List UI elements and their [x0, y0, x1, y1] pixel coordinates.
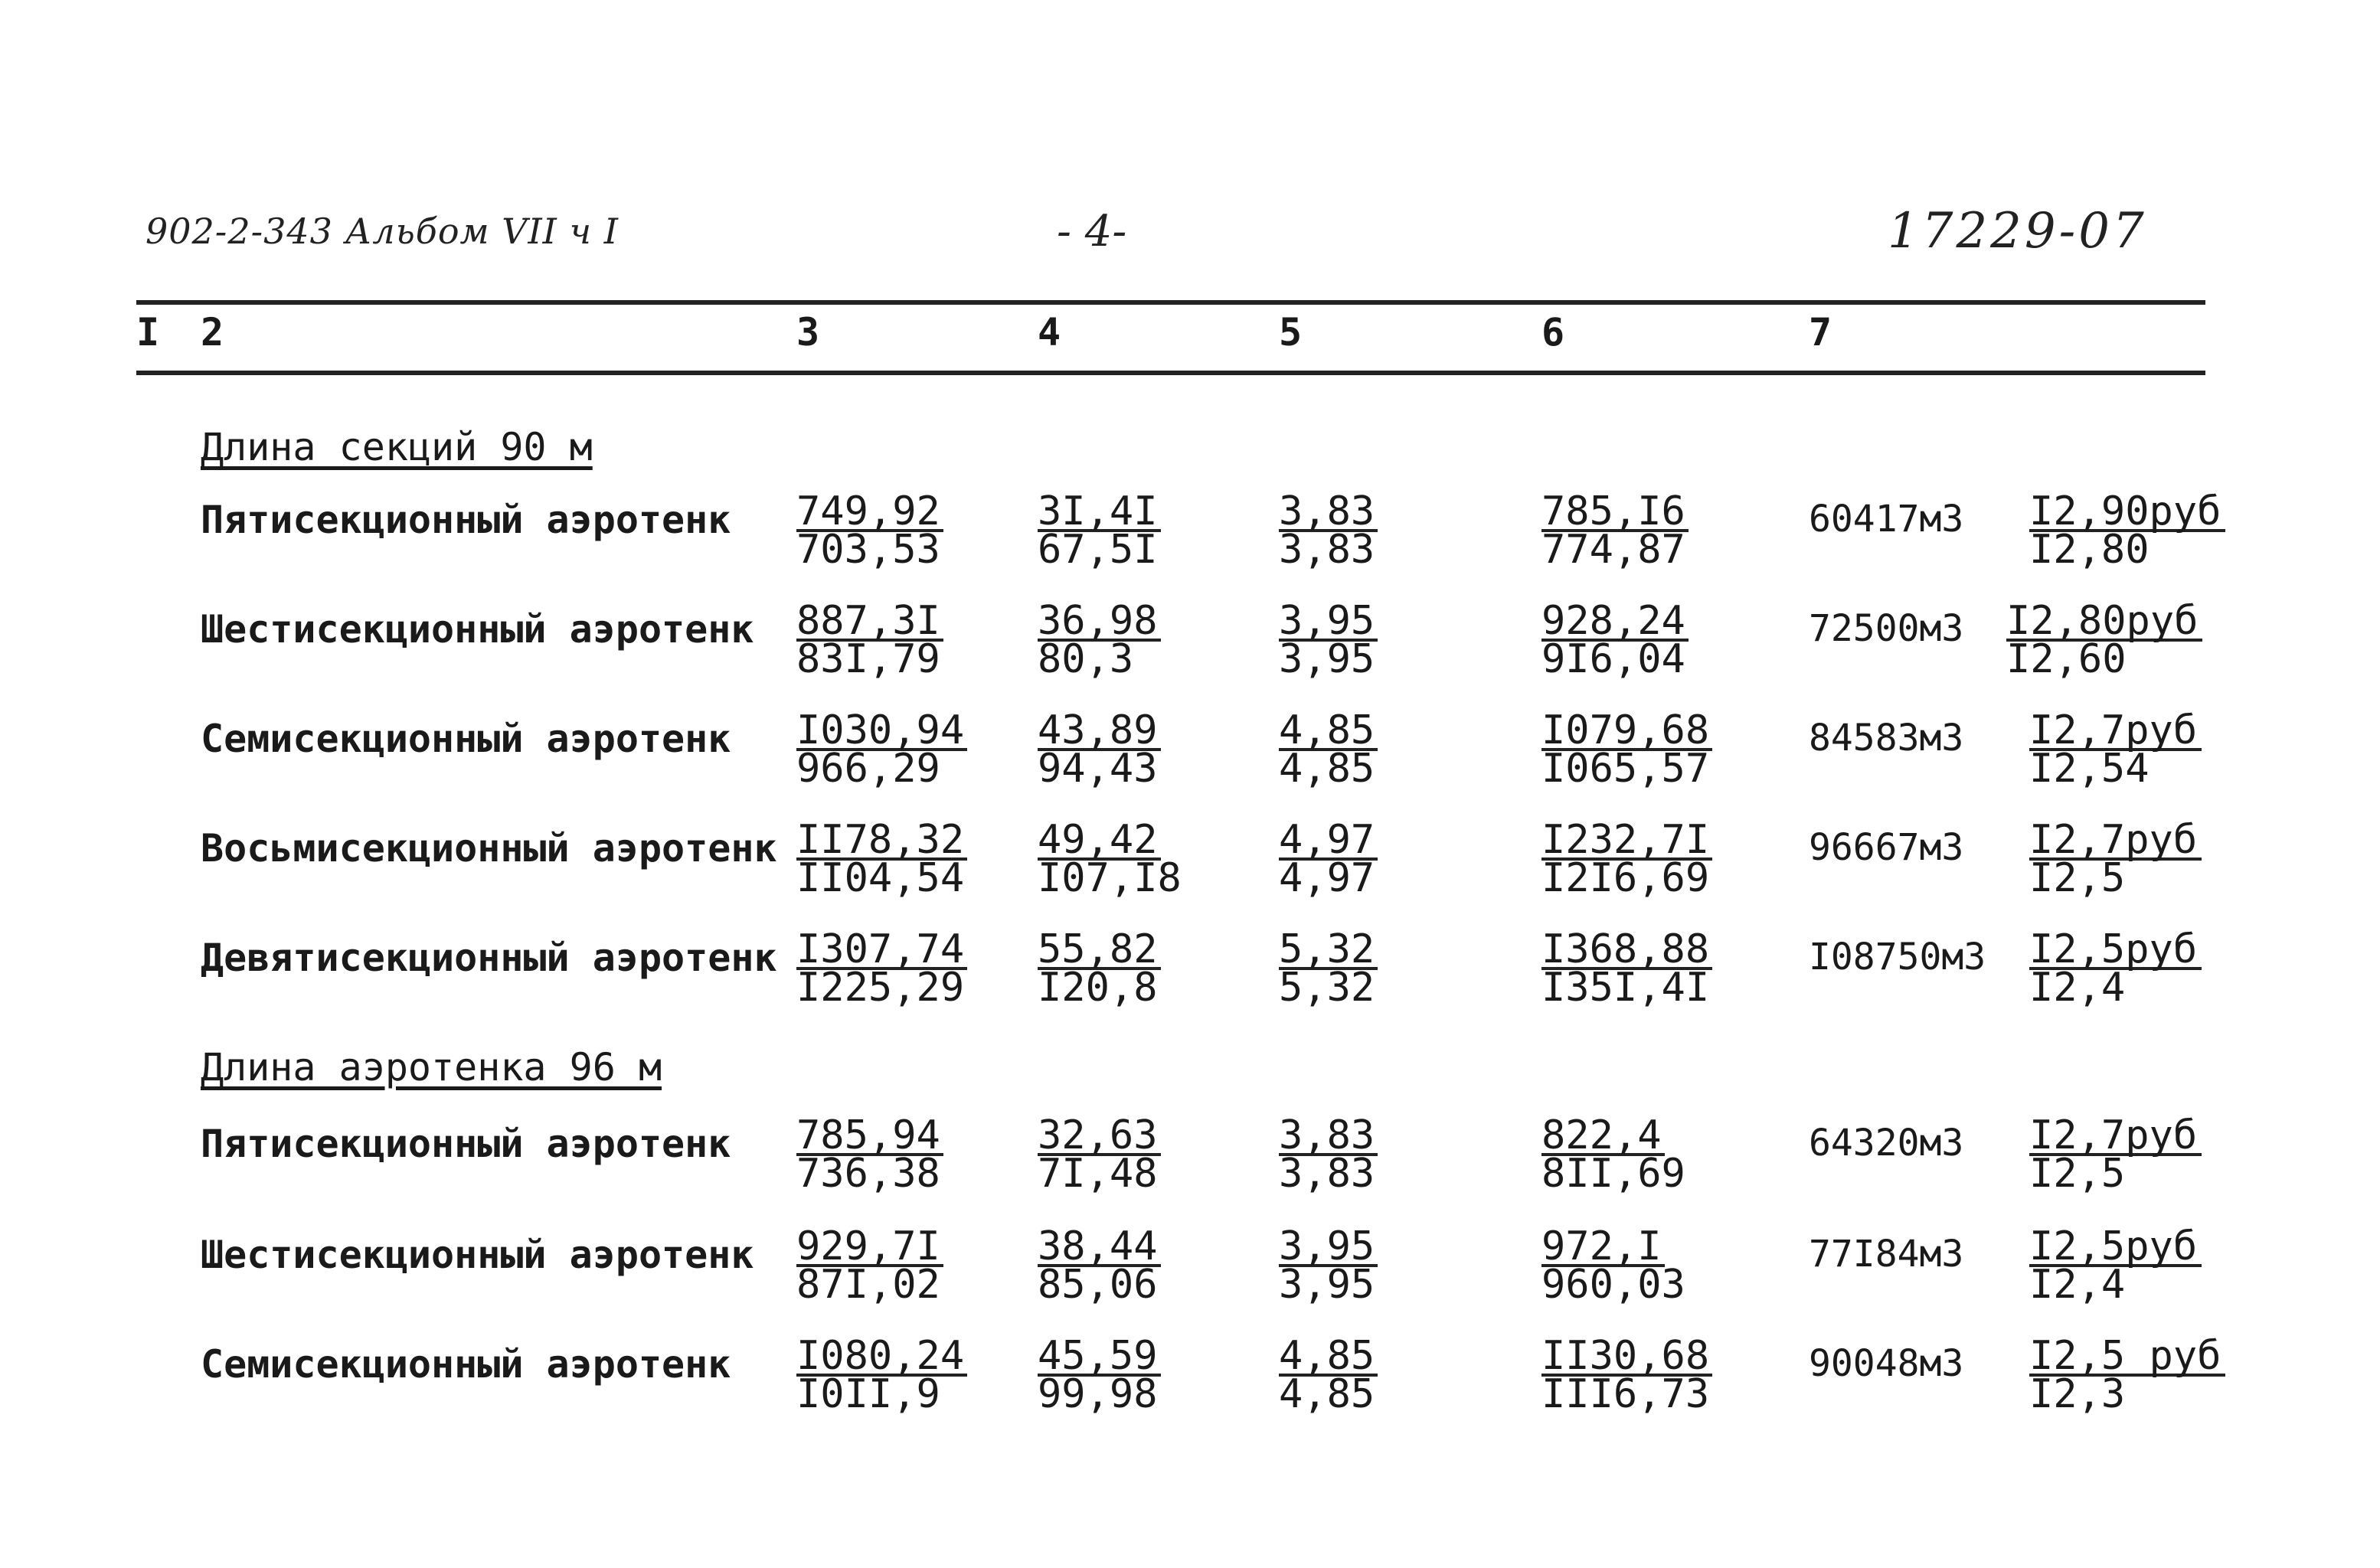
column-number-2: 2 [201, 310, 224, 354]
fraction-denominator: 8II,69 [1541, 1151, 1685, 1197]
fraction-denominator: I35I,4I [1541, 965, 1710, 1011]
volume-value: 60417м3 [1809, 498, 1964, 541]
price-cell [2029, 707, 2202, 792]
fraction-cell [1279, 1112, 1378, 1197]
fraction-cell [1038, 1223, 1161, 1308]
price-denominator: I2,3 [2029, 1371, 2126, 1417]
document-number: 17229-07 [1888, 203, 2147, 260]
row-label: Пятисекционный аэротенк [201, 1122, 731, 1166]
column-number-5: 5 [1279, 310, 1303, 354]
fraction-cell [796, 1333, 967, 1417]
price-cell [2029, 1223, 2202, 1308]
fraction-numerator: 3,95 [1279, 603, 1378, 642]
price-numerator: I2,5руб [2029, 1229, 2202, 1267]
fraction-denominator: 87I,02 [796, 1262, 940, 1308]
fraction-denominator: 4,97 [1279, 855, 1375, 901]
document-code: 902-2-343 Альбом VII ч I [145, 211, 619, 252]
fraction-cell [796, 1112, 943, 1197]
fraction-cell [1541, 926, 1712, 1011]
fraction-cell [1541, 1333, 1712, 1417]
fraction-cell [1279, 926, 1378, 1011]
fraction-denominator: II04,54 [796, 855, 965, 901]
fraction-denominator: 7I,48 [1038, 1151, 1158, 1197]
fraction-cell [1279, 1223, 1378, 1308]
fraction-cell [1541, 598, 1689, 682]
fraction-numerator: I030,94 [796, 713, 967, 751]
page-number: - 4- [1057, 207, 1127, 256]
price-cell [2029, 1333, 2225, 1417]
fraction-cell [1038, 926, 1161, 1011]
fraction-cell [1038, 598, 1161, 682]
fraction-numerator: 4,85 [1279, 1338, 1378, 1377]
fraction-denominator: I065,57 [1541, 746, 1710, 792]
fraction-numerator: 887,3I [796, 603, 943, 642]
fraction-numerator: I079,68 [1541, 713, 1712, 751]
fraction-cell [1038, 707, 1161, 792]
fraction-cell [1279, 707, 1378, 792]
fraction-numerator: 3,95 [1279, 1229, 1378, 1267]
price-cell [2029, 1112, 2202, 1197]
price-denominator: I2,60 [2006, 636, 2127, 682]
column-number-3: 3 [796, 310, 820, 354]
fraction-cell [1541, 707, 1712, 792]
price-cell [2006, 598, 2202, 682]
fraction-denominator: 3,95 [1279, 1262, 1375, 1308]
fraction-denominator: 83I,79 [796, 636, 940, 682]
fraction-denominator: III6,73 [1541, 1371, 1710, 1417]
fraction-denominator: 736,38 [796, 1151, 940, 1197]
fraction-denominator: 966,29 [796, 746, 940, 792]
fraction-cell [1038, 488, 1161, 573]
column-number-4: 4 [1038, 310, 1061, 354]
volume-value: 90048м3 [1809, 1342, 1964, 1385]
fraction-cell [1038, 1333, 1161, 1417]
top-rule [136, 300, 2205, 305]
fraction-numerator: 929,7I [796, 1229, 943, 1267]
fraction-cell [796, 707, 967, 792]
fraction-denominator: 3,95 [1279, 636, 1375, 682]
price-numerator: I2,5 руб [2029, 1338, 2225, 1377]
fraction-numerator: 3,83 [1279, 494, 1378, 532]
fraction-numerator: 785,94 [796, 1118, 943, 1156]
fraction-cell [1279, 1333, 1378, 1417]
row-label: Шестисекционный аэротенк [201, 607, 754, 652]
fraction-numerator: I307,74 [796, 932, 967, 970]
fraction-cell [796, 598, 943, 682]
volume-value: 84583м3 [1809, 717, 1964, 760]
fraction-cell [1541, 817, 1712, 901]
column-number-6: 6 [1541, 310, 1565, 354]
price-numerator: I2,7руб [2029, 1118, 2202, 1156]
price-numerator: I2,7руб [2029, 713, 2202, 751]
fraction-cell [1541, 488, 1689, 573]
fraction-cell [1541, 1223, 1685, 1308]
fraction-numerator: 3,83 [1279, 1118, 1378, 1156]
fraction-numerator: I232,7I [1541, 822, 1712, 861]
fraction-denominator: I0II,9 [796, 1371, 940, 1417]
fraction-numerator: 4,97 [1279, 822, 1378, 861]
fraction-numerator: 822,4 [1541, 1118, 1665, 1156]
fraction-numerator: 55,82 [1038, 932, 1161, 970]
section-title: Длина аэротенка 96 м [201, 1045, 662, 1089]
fraction-numerator: 928,24 [1541, 603, 1689, 642]
fraction-denominator: 99,98 [1038, 1371, 1158, 1417]
fraction-denominator: 9I6,04 [1541, 636, 1685, 682]
price-denominator: I2,5 [2029, 1151, 2126, 1197]
volume-value: 77I84м3 [1809, 1233, 1964, 1276]
price-numerator: I2,90руб [2029, 494, 2225, 532]
row-label: Семисекционный аэротенк [201, 717, 731, 761]
fraction-cell [1541, 1112, 1685, 1197]
price-cell [2029, 926, 2202, 1011]
column-number-1: I [136, 310, 160, 354]
fraction-numerator: 785,I6 [1541, 494, 1689, 532]
price-denominator: I2,5 [2029, 855, 2126, 901]
fraction-numerator: II78,32 [796, 822, 967, 861]
fraction-denominator: 80,3 [1038, 636, 1134, 682]
fraction-denominator: 960,03 [1541, 1262, 1685, 1308]
volume-value: 64320м3 [1809, 1122, 1964, 1165]
fraction-numerator: I080,24 [796, 1338, 967, 1377]
fraction-numerator: 3I,4I [1038, 494, 1161, 532]
fraction-numerator: 49,42 [1038, 822, 1161, 861]
row-label: Пятисекционный аэротенк [201, 498, 731, 542]
fraction-denominator: 4,85 [1279, 1371, 1375, 1417]
price-numerator: I2,80руб [2006, 603, 2202, 642]
fraction-cell [796, 1223, 943, 1308]
volume-value: 72500м3 [1809, 607, 1964, 650]
fraction-denominator: 3,83 [1279, 527, 1375, 573]
price-numerator: I2,5руб [2029, 932, 2202, 970]
fraction-denominator: 774,87 [1541, 527, 1685, 573]
fraction-denominator: 5,32 [1279, 965, 1375, 1011]
fraction-cell [1038, 1112, 1161, 1197]
fraction-denominator: I2I6,69 [1541, 855, 1710, 901]
row-label: Шестисекционный аэротенк [201, 1233, 754, 1277]
volume-value: 96667м3 [1809, 826, 1964, 869]
fraction-numerator: 45,59 [1038, 1338, 1161, 1377]
fraction-cell [796, 817, 967, 901]
price-numerator: I2,7руб [2029, 822, 2202, 861]
column-number-7: 7 [1809, 310, 1832, 354]
fraction-numerator: 32,63 [1038, 1118, 1161, 1156]
fraction-numerator: 43,89 [1038, 713, 1161, 751]
fraction-cell [796, 488, 943, 573]
price-denominator: I2,4 [2029, 1262, 2126, 1308]
header-rule [136, 371, 2205, 375]
price-denominator: I2,4 [2029, 965, 2126, 1011]
price-denominator: I2,54 [2029, 746, 2150, 792]
fraction-numerator: 36,98 [1038, 603, 1161, 642]
fraction-denominator: I20,8 [1038, 965, 1158, 1011]
fraction-cell [1279, 598, 1378, 682]
fraction-numerator: 4,85 [1279, 713, 1378, 751]
fraction-cell [1279, 817, 1378, 901]
fraction-cell [1279, 488, 1378, 573]
fraction-denominator: 94,43 [1038, 746, 1158, 792]
fraction-denominator: 3,83 [1279, 1151, 1375, 1197]
price-cell [2029, 488, 2225, 573]
fraction-denominator: I225,29 [796, 965, 965, 1011]
fraction-denominator: 85,06 [1038, 1262, 1158, 1308]
fraction-numerator: 38,44 [1038, 1229, 1161, 1267]
fraction-denominator: 703,53 [796, 527, 940, 573]
price-cell [2029, 817, 2202, 901]
fraction-denominator: 4,85 [1279, 746, 1375, 792]
fraction-numerator: I368,88 [1541, 932, 1712, 970]
fraction-denominator: I07,I8 [1038, 855, 1182, 901]
fraction-numerator: 972,I [1541, 1229, 1665, 1267]
fraction-numerator: II30,68 [1541, 1338, 1712, 1377]
fraction-denominator: 67,5I [1038, 527, 1158, 573]
fraction-numerator: 5,32 [1279, 932, 1378, 970]
fraction-numerator: 749,92 [796, 494, 943, 532]
section-title: Длина секций 90 м [201, 425, 593, 469]
row-label: Семисекционный аэротенк [201, 1342, 731, 1387]
row-label: Восьмисекционный аэротенк [201, 826, 777, 871]
fraction-cell [796, 926, 967, 1011]
volume-value: I08750м3 [1809, 936, 1986, 978]
fraction-cell [1038, 817, 1182, 901]
price-denominator: I2,80 [2029, 527, 2150, 573]
row-label: Девятисекционный аэротенк [201, 936, 777, 980]
